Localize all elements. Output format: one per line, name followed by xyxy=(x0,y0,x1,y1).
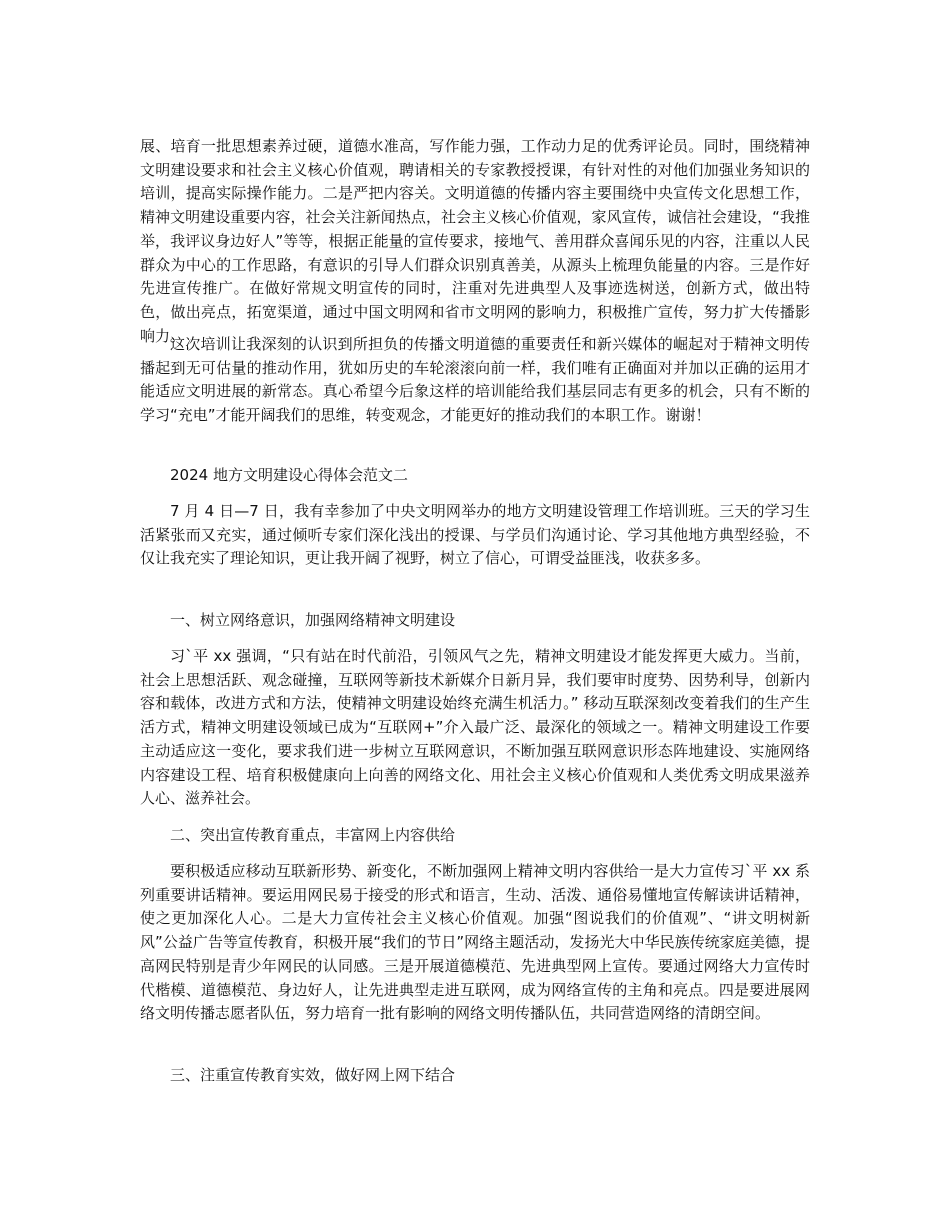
body-paragraph: 习`平 xx 强调，“只有站在时代前沿，引领风气之先，精神文明建设才能发挥更大威力。当前，社会上思想活跃、观念碰撞，互联网等新技术新媒介日新月异，我们要审时度势、因势利导，创新内容和载体，改进方式和方法，使精神文明建设始终充满生机活力。” 移动互联深刻改变着我们的生产生活方式，精神文明建设领域已成为“互联网+”介入最广泛、最深化的领域之一。精神文明建设工作要主动适应这一变化，要求我们进一步树立互联网意识，不断加强互联网意识形态阵地建设、实施网络内容建设工程、培育积极健康向上向善的网络文化、用社会主义核心价值观和人类优秀文明成果滋养人心、滋养社会。 xyxy=(140,647,810,808)
section-heading: 三、注重宣传教育实效，做好网上网下结合 xyxy=(170,1066,456,1084)
section-heading: 二、突出宣传教育重点，丰富网上内容供给 xyxy=(170,826,456,844)
body-paragraph: 这次培训让我深刻的认识到所担负的传播文明道德的重要责任和新兴媒体的崛起对于精神文明传播起到无可估量的推动作用，犹如历史的车轮滚滚向前一样，我们唯有正确面对并加以正确的运用才能适应文明进展的新常态。真心希望今后象这样的培训能给我们基层同志有更多的机会，只有不断的学习“充电”才能开阔我们的思维，转变观念，才能更好的推动我们的本职工作。谢谢！ xyxy=(140,335,810,425)
body-paragraph: 7 月 4 日—7 日，我有幸参加了中央文明网举办的地方文明建设管理工作培训班。三天的学习生活紧张而又充实，通过倾听专家们深化浅出的授课、与学员们沟通讨论、学习其他地方典型经验，不仅让我充实了理论知识，更让我开阔了视野，树立了信心，可谓受益匪浅，收获多多。 xyxy=(140,502,810,568)
section-title: 2024 地方文明建设心得体会范文二 xyxy=(170,466,408,484)
body-paragraph: 要积极适应移动互联新形势、新变化，不断加强网上精神文明内容供给一是大力宣传习`平 xx 系列重要讲话精神。要运用网民易于接受的形式和语言，生动、活泼、通俗易懂地宣传解读讲话精神，使之更加深化人心。二是大力宣传社会主义核心价值观。加强“图说我们的价值观”、“讲文明树新风”公益广告等宣传教育，积极开展“我们的节日”网络主题活动，发扬光大中华民族传统家庭美德，提高网民特别是青少年网民的认同感。三是开展道德模范、先进典型网上宣传。要通过网络大力宣传时代楷模、道德模范、身边好人，让先进典型走进互联网，成为网络宣传的主角和亮点。四是要进展网络文明传播志愿者队伍，努力培育一批有影响的网络文明传播队伍，共同营造网络的清朗空间。 xyxy=(140,862,810,1023)
body-paragraph: 展、培育一批思想素养过硬，道德水准高，写作能力强，工作动力足的优秀评论员。同时，围绕精神文明建设要求和社会主义核心价值观，聘请相关的专家教授授课，有针对性的对他们加强业务知识的培训，提高实际操作能力。二是严把内容关。文明道德的传播内容主要围绕中央宣传文化思想工作，精神文明建设重要内容，社会关注新闻热点，社会主义核心价值观，家风宣传，诚信社会建设，“我推举，我评议身边好人”等等，根据正能量的宣传要求，接地气、善用群众喜闻乐见的内容，注重以人民群众为中心的工作思路，有意识的引导人们群众识别真善美，从源头上梳理负能量的内容。三是作好先进宣传推广。在做好常规文明宣传的同时，注重对先进典型人及事迹选树送，创新方式，做出特色，做出亮点，拓宽渠道，通过中国文明网和省市文明网的影响力，积极推广宣传，努力扩大传播影响力。 xyxy=(140,137,810,345)
section-heading: 一、树立网络意识，加强网络精神文明建设 xyxy=(170,611,456,629)
